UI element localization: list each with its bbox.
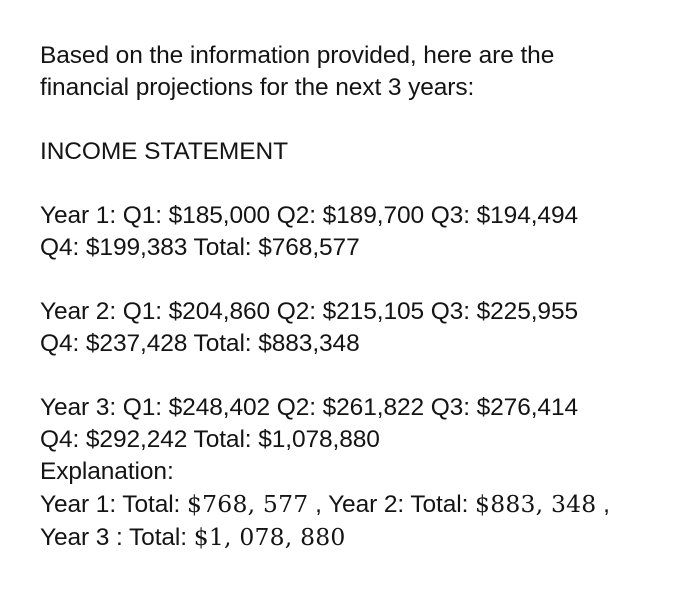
year-2-quarters-line: Year 2: Q1: $204,860 Q2: $215,105 Q3: $225,955	[40, 298, 579, 325]
spacer	[40, 360, 680, 392]
document-body	[40, 40, 680, 554]
intro-line-2: financial projections for the next 3 years:	[40, 74, 475, 101]
year-3-block	[40, 392, 680, 456]
year-1-quarters-line: Year 1: Q1: $185,000 Q2: $189,700 Q3: $194,494	[40, 202, 579, 229]
explanation-separator-2: ,	[596, 491, 610, 518]
explanation-year-2-value: $883, 348	[475, 490, 597, 518]
spacer	[40, 104, 680, 136]
year-1-total-line: Q4: $199,383 Total: $768,577	[40, 234, 360, 261]
explanation-year-3-label: Year 3 : Total:	[40, 524, 194, 551]
spacer	[40, 168, 680, 200]
year-3-quarters-line: Year 3: Q1: $248,402 Q2: $261,822 Q3: $276,414	[40, 394, 579, 421]
intro-line-1: Based on the information provided, here are the	[40, 42, 555, 69]
year-2-total-line: Q4: $237,428 Total: $883,348	[40, 330, 360, 357]
year-2-block	[40, 296, 680, 360]
section-heading: INCOME STATEMENT	[40, 138, 288, 165]
spacer	[40, 264, 680, 296]
explanation-line-2	[40, 521, 680, 554]
explanation-separator-1: , Year 2: Total:	[308, 491, 476, 518]
explanation-year-1-value: $768, 577	[186, 490, 309, 518]
explanation-year-1-label: Year 1: Total:	[40, 491, 187, 518]
explanation-label: Explanation:	[40, 458, 174, 485]
explanation-line-1	[40, 488, 680, 521]
explanation-year-3-value: $1, 078, 880	[193, 523, 346, 551]
year-1-block	[40, 200, 680, 264]
year-3-total-line: Q4: $292,242 Total: $1,078,880	[40, 426, 380, 453]
